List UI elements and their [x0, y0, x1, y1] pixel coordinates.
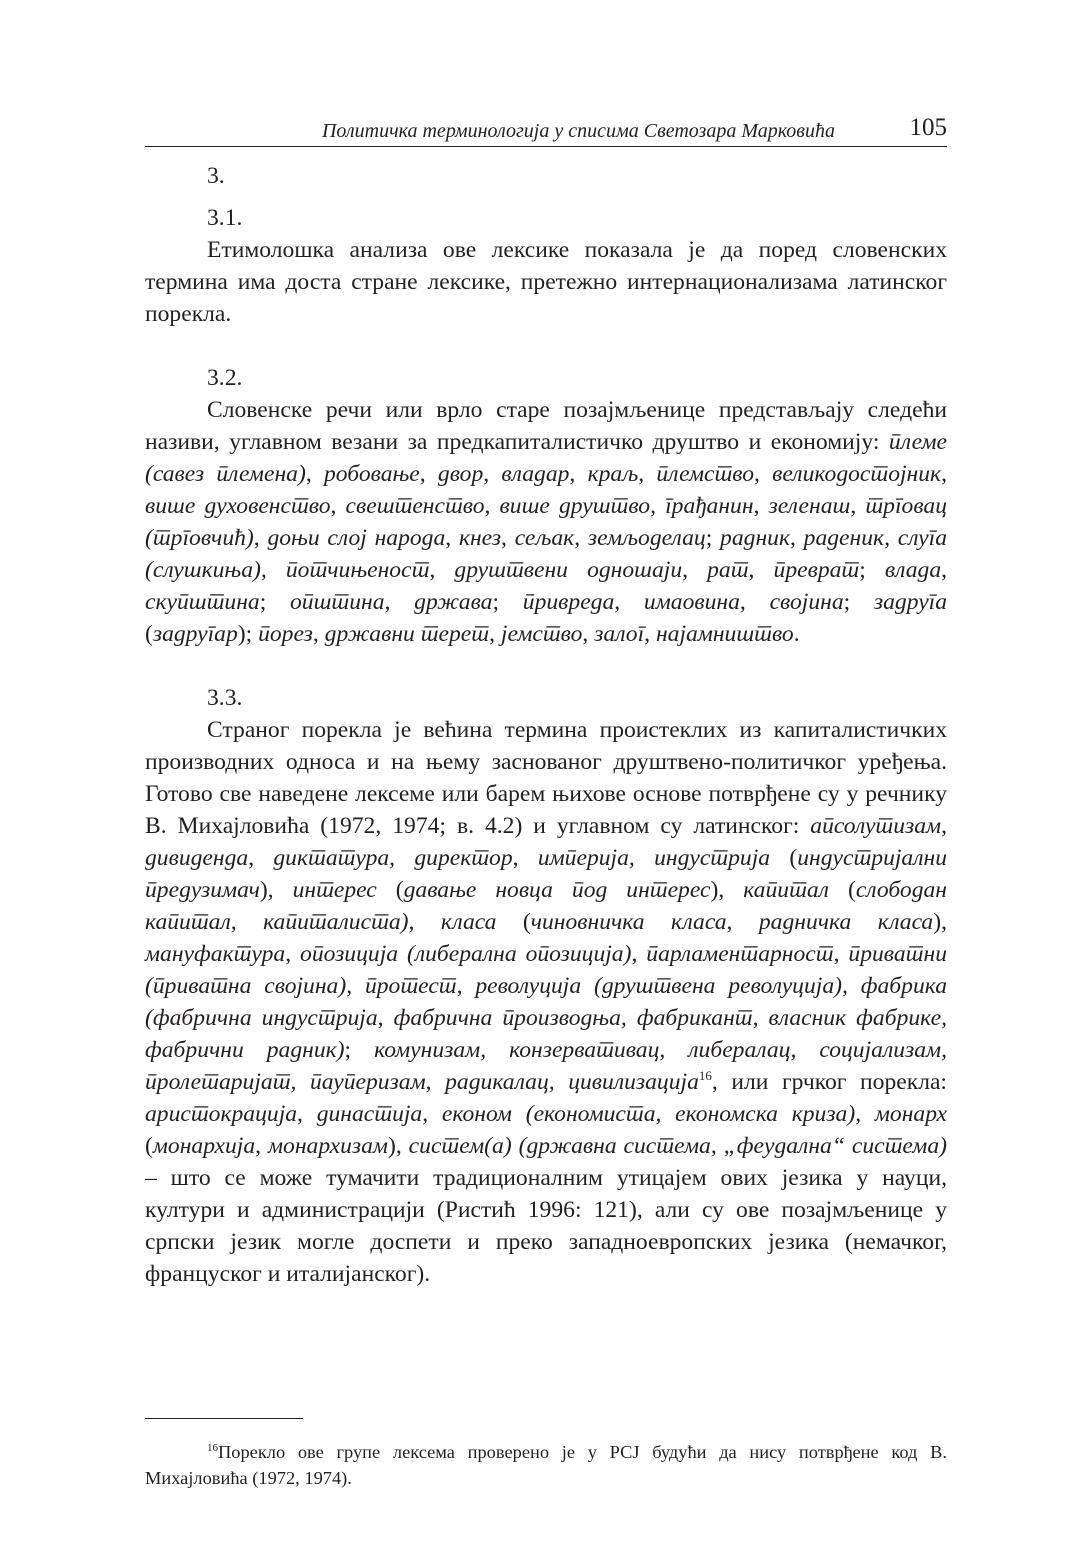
paragraph-text: Словенске речи или врло старе позајмљенице представљају следећи називи, углавном везани за предкапиталистичко друштво и економију:: [145, 397, 947, 455]
term: скупштина: [145, 589, 260, 615]
section-number-3-1: 3.1.: [207, 205, 243, 231]
term: комунизам, конзервативац, либералац, социјализам, пролетаријат, пауперизам, радикалац, цивилизација: [145, 1037, 947, 1095]
term: аристокрација: [145, 1101, 298, 1127]
term: давање новца под интерес: [403, 877, 711, 903]
term: имаовина: [643, 589, 740, 615]
term: доњи слој народа: [267, 525, 446, 551]
footnote-text: Порекло ове групе лексема проверено је у РСЈ будући да нису потврђене код В. Михајловића (1972, 1974).: [145, 1442, 947, 1488]
term: опозиција (либерална опозиција): [300, 941, 632, 967]
term: династија: [316, 1101, 423, 1127]
term: парламентарност: [646, 941, 834, 967]
body-text: [145, 160, 947, 1290]
term: јемство: [500, 621, 583, 647]
paragraph-text: – што се може тумачити традиционалним утицајем ових језика у науци, култури и администрацији (Ристић 1996: 121), али су ове позајмљенице у српски језик могле доспети и преко западноевропских језика (немачког, француског и италијанског).: [145, 1165, 947, 1287]
term: својина: [769, 589, 844, 615]
running-header: [145, 112, 947, 147]
term: привреда: [522, 589, 615, 615]
term: монархија: [152, 1133, 256, 1159]
term: робовање: [323, 461, 420, 487]
term: монархизам: [267, 1133, 388, 1159]
footnote-ref[interactable]: 16: [698, 1068, 712, 1083]
term: империја, индустрија: [537, 845, 771, 871]
page-number: 105: [909, 114, 947, 141]
paragraph-3-2: Словенске речи или врло старе позајмљенице представљају следећи називи, углавном везани за предкапиталистичко друштво и економију: племе (савез племена), робовање, двор, владар, краљ, племство, великодостојник, више духовенство, свештенство, више друштво, грађанин, зеленаш, трговац (трговчић), доњи слој народа, кнез, сељак, земљоделац; радник, раденик, слуга (слушкиња), потчињеност, друштвени одношаји, рат, преврат; влада, скупштина; општина, држава; привреда, имаовина, својина; задруга (задругар); порез, државни терет, јемство, залог, најамништво.: [145, 397, 948, 647]
term: зеленаш: [768, 493, 851, 519]
term: мануфактура: [145, 941, 286, 967]
term: друштвени одношаји: [454, 557, 683, 583]
running-title: Политичка терминологија у списима Светозара Марковића: [321, 120, 835, 142]
term: диктатура, директор: [273, 845, 513, 871]
term: приватни (приватна својина), протест, револуција (друштвена револуција), фабрика (фабрична индустрија, фабрична производња, фабрикант, власник фабрике, фабрични радник): [145, 941, 947, 1063]
section-number-3-3: 3.3.: [207, 685, 243, 711]
paragraph-3-1: Етимолошка анализа ове лексике показала је да поред словенских термина има доста стране лексике, претежно интернационализама латинског порекла.: [145, 237, 947, 327]
term: општина: [290, 589, 385, 615]
term: преврат: [773, 557, 860, 583]
term: племе (савез племена): [145, 429, 947, 487]
term: државни терет: [324, 621, 490, 647]
term: слободан капитал, капиталиста): [145, 877, 947, 935]
term: залог: [594, 621, 645, 647]
term: више друштво: [499, 493, 651, 519]
section-number-3-2: 3.2.: [207, 365, 243, 391]
term: племство: [656, 461, 755, 487]
term: рат: [707, 557, 749, 583]
term: задругар: [152, 621, 238, 647]
term: краљ: [587, 461, 639, 487]
term: кнез: [458, 525, 502, 551]
term: двор: [437, 461, 484, 487]
term: слуга (слушкиња),: [145, 525, 948, 583]
footnote: [145, 1439, 947, 1491]
term: великодостојник: [772, 461, 942, 487]
term: грађанин: [665, 493, 754, 519]
term: дивиденда: [145, 845, 249, 871]
term: систем(а) (државна система, „феудална“ система): [408, 1133, 948, 1159]
term: раденик: [803, 525, 885, 551]
term: сељак: [514, 525, 575, 551]
term: више духовенство: [145, 493, 331, 519]
term: порез: [258, 621, 313, 647]
paragraph-3-3: Страног порекла је већина термина проистеклих из капиталистичких производних односа и на њему заснованог друштвено-политичког уређења. Готово све наведене лексеме или барем њихове основе потврђене су у речнику В. Михајловића (1972, 1974; в. 4.2) и углавном су латинског: апсолутизам, дивиденда, диктатура, директор, империја, индустрија (индустријални предузимач), интерес (давање новца под интерес), капитал (слободан капитал, капиталиста), класа (чиновничка класа, радничка класа), мануфактура, опозиција (либерална опозиција), парламентарност, приватни (приватна својина), протест, револуција (друштвена револуција), фабрика (фабрична индустрија, фабрична производња, фабрикант, власник фабрике, фабрични радник); комунизам, конзервативац, либералац, социјализам, пролетаријат, пауперизам, радикалац, цивилизација$^{16}$, или грчког порекла: аристокрација, династија, економ (економиста, економска криза), монарх (монархија, монархизам), систем(а) (државна система, „феудална“ система) – што се може тумачити традиционалним утицајем ових језика у науци, култури и администрацији (Ристић 1996: 121), али су ове позајмљенице у српски језик могле доспети и преко западноевропских језика (немачког, француског и италијанског).: [145, 717, 948, 1287]
term: владар: [501, 461, 570, 487]
term: задруга: [873, 589, 948, 615]
paragraph-text: Страног порекла је већина термина проистеклих из капиталистичких производних односа и на њему заснованог друштвено-политичког уређења. Готово све наведене лексеме или барем њихове основе потврђене су у речнику В. Михајловића (1972, 1974; в. 4.2) и углавном су латинског:: [145, 717, 947, 839]
paragraph-text: , или грчког порекла:: [711, 1069, 947, 1095]
term: економ (економиста, економска криза), монарх: [441, 1101, 947, 1127]
term: потчињеност: [285, 557, 430, 583]
term: интерес: [292, 877, 377, 903]
term: најамништво: [655, 621, 794, 647]
section-number-3: 3.: [207, 163, 225, 189]
term: чиновничка класа: [530, 909, 727, 935]
term: класа: [440, 909, 497, 935]
term: држава: [414, 589, 493, 615]
term: земљоделац: [587, 525, 706, 551]
term: индустријални предузимач: [145, 845, 948, 903]
term: апсолутизам: [810, 813, 942, 839]
term: радничка класа: [758, 909, 934, 935]
term: радник: [720, 525, 790, 551]
footnote-separator: [145, 1418, 303, 1419]
footnote-number: 16: [207, 1442, 218, 1454]
term: трговац (трговчић): [145, 493, 947, 551]
term: влада: [884, 557, 942, 583]
term: капитал: [743, 877, 829, 903]
term: свештенство: [345, 493, 485, 519]
